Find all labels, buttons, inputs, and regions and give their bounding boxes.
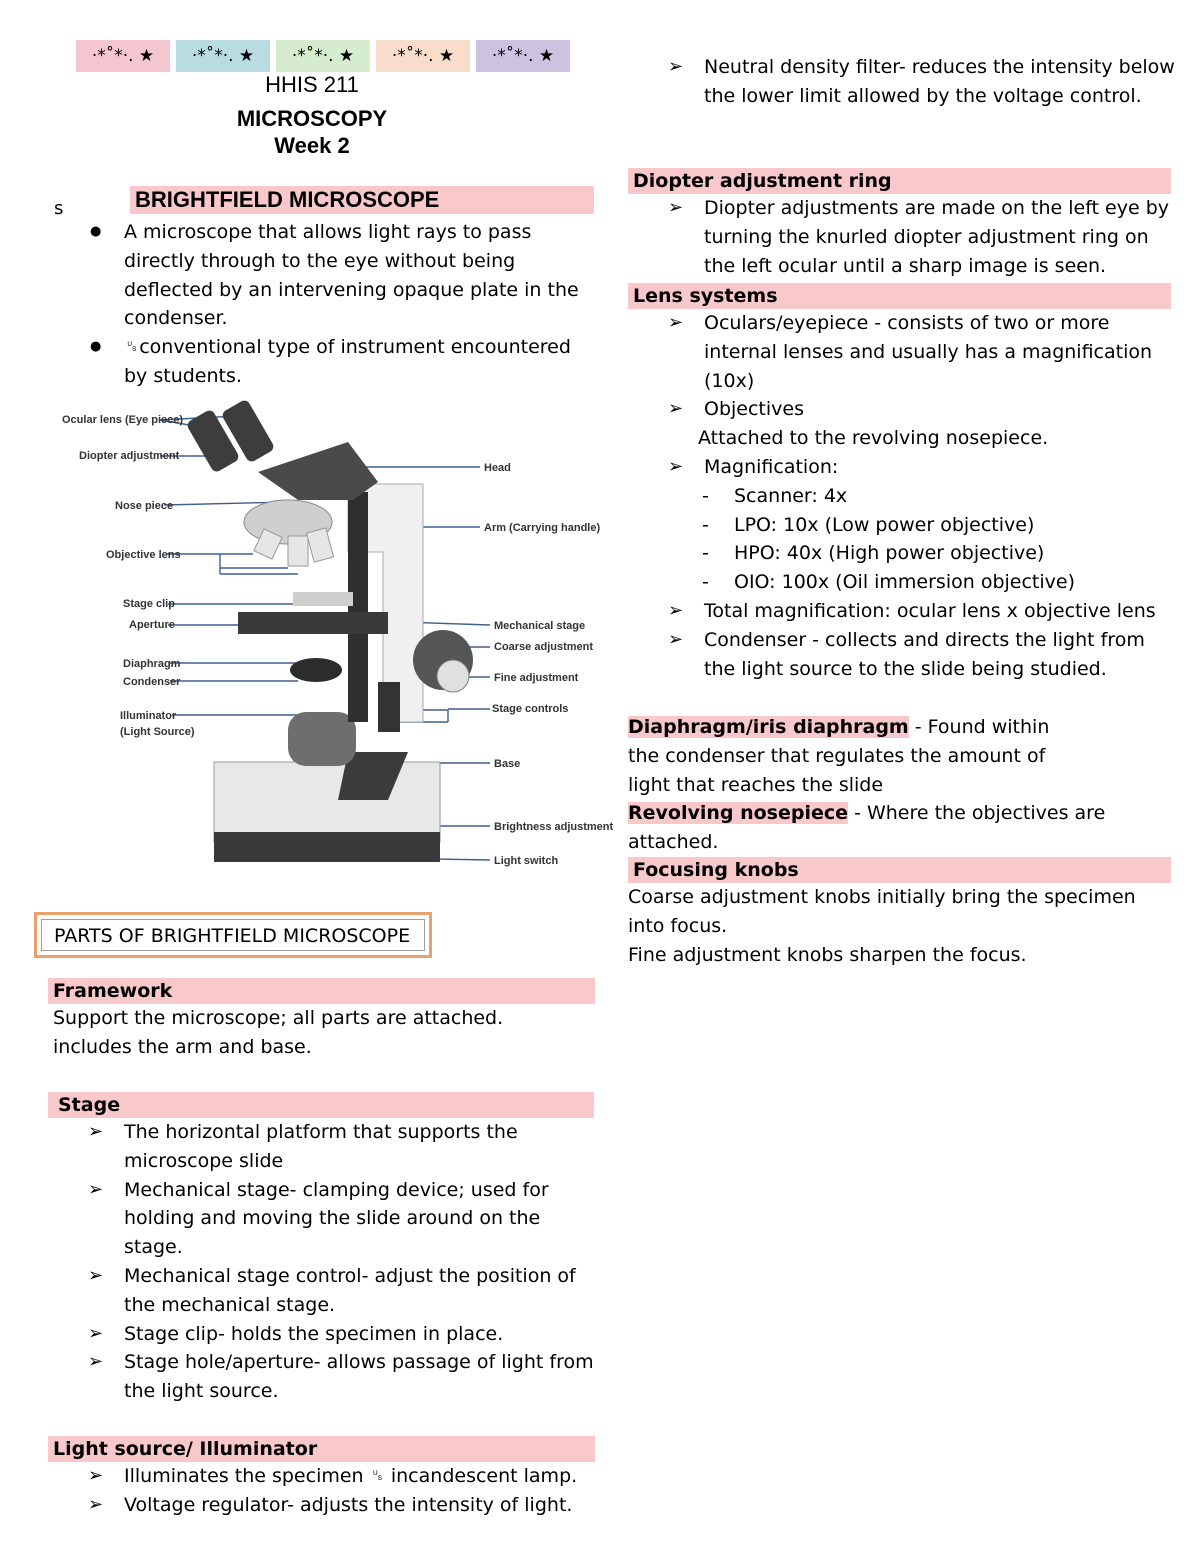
diaphragm-paragraph <box>628 713 1078 799</box>
list-item: ➢ Oculars/eyepiece - consists of two or more internal lenses and usually has a magnification (10x) <box>628 309 1176 395</box>
diagram-label: Base <box>494 758 521 770</box>
week-label: Week 2 <box>274 133 350 158</box>
list-item: - OIO: 100x (Oil immersion objective) <box>628 568 1176 597</box>
lens-list <box>628 309 1176 424</box>
list-item: ➢ Condenser - collects and directs the light from the light source to the slide being studied. <box>628 626 1176 684</box>
objectives-sub: Attached to the revolving nosepiece. <box>698 427 1049 450</box>
condenser-shape <box>290 658 342 682</box>
decorative-banner <box>76 40 570 72</box>
diagram-label: Nose piece <box>115 500 174 512</box>
diagram-label: Condenser <box>123 676 181 688</box>
diagram-label: Aperture <box>129 619 175 631</box>
microscope-diagram <box>48 392 614 880</box>
brightfield-heading: BRIGHTFIELD MICROSCOPE <box>130 186 594 214</box>
list-item: - HPO: 40x (High power objective) <box>628 539 1176 568</box>
diagram-label: Stage clip <box>123 598 175 610</box>
diagram-label: Stage controls <box>492 703 569 715</box>
lens-list-3 <box>628 597 1176 683</box>
diaphragm-term: Diaphragm/iris diaphragm <box>628 716 909 738</box>
diopter-list <box>628 194 1176 280</box>
list-item: ➢ Objectives <box>628 395 1176 424</box>
diagram-label: Ocular lens (Eye piece) <box>62 414 184 426</box>
diagram-label: Fine adjustment <box>494 672 579 684</box>
list-item: ● ␟conventional type of instrument encountered by students. <box>48 333 600 391</box>
list-item: ➢ Mechanical stage- clamping device; used for holding and moving the slide around on the stage. <box>48 1176 600 1262</box>
list-item: ➢ Mechanical stage control- adjust the position of the mechanical stage. <box>48 1262 600 1320</box>
list-item: - LPO: 10x (Low power objective) <box>628 511 1176 540</box>
parts-box-title: PARTS OF BRIGHTFIELD MICROSCOPE <box>41 919 425 951</box>
objective-shape <box>288 536 308 566</box>
light-source-list <box>48 1462 600 1520</box>
head-shape <box>258 442 378 500</box>
diagram-label: Diaphragm <box>123 658 181 670</box>
stage-heading: Stage <box>48 1092 594 1118</box>
diaphragm-text: - Found within the condenser that regulates the amount of light that reaches the slide <box>628 716 1050 796</box>
diagram-label: Coarse adjustment <box>494 641 594 653</box>
banner-segment: ·*˚*·. ★ <box>176 40 270 72</box>
fine-knob-shape <box>437 660 469 692</box>
list-item: ➢ Stage hole/aperture- allows passage of light from the light source. <box>48 1348 600 1406</box>
neutral-filter-list <box>628 53 1176 111</box>
list-item: - Scanner: 4x <box>628 482 1176 511</box>
lens-heading: Lens systems <box>628 283 1171 309</box>
focusing-heading: Focusing knobs <box>628 857 1171 883</box>
magnification-list <box>628 482 1176 597</box>
nosepiece-paragraph <box>628 799 1128 857</box>
illuminator-shape <box>288 712 356 766</box>
list-item: ➢ Total magnification: ocular lens x objective lens <box>628 597 1176 626</box>
diagram-label: Mechanical stage <box>494 620 586 632</box>
diagram-label: (Light Source) <box>120 726 195 738</box>
focusing-line: Coarse adjustment knobs initially bring the specimen into focus. <box>628 886 1136 937</box>
list-item: ➢ Voltage regulator- adjusts the intensity of light. <box>48 1491 600 1520</box>
banner-segment: ·*˚*·. ★ <box>276 40 370 72</box>
banner-segment: ·*˚*·. ★ <box>76 40 170 72</box>
base-shape <box>214 762 440 842</box>
diagram-label: Illuminator <box>120 710 177 722</box>
banner-segment: ·*˚*·. ★ <box>476 40 570 72</box>
base-bottom <box>214 832 440 862</box>
page-title: MICROSCOPY <box>236 106 388 131</box>
list-item: ● A microscope that allows light rays to pass directly through to the eye without being deflected by an intervening opaque plate in the condenser. <box>48 218 600 333</box>
framework-line: Support the microscope; all parts are attached. <box>53 1007 504 1029</box>
list-item: ➢ Neutral density filter- reduces the intensity below the lower limit allowed by the voltage control. <box>628 53 1176 111</box>
diagram-label: Diopter adjustment <box>79 450 180 462</box>
light-source-heading: Light source/ Illuminator <box>48 1436 595 1462</box>
brightfield-bullets <box>48 218 600 391</box>
course-code: HHIS 211 <box>265 72 359 97</box>
diagram-label: Arm (Carrying handle) <box>484 522 601 534</box>
stray-letter: s <box>54 198 64 219</box>
banner-segment: ·*˚*·. ★ <box>376 40 470 72</box>
stage-shape <box>238 612 388 634</box>
diagram-label: Light switch <box>494 855 559 867</box>
nosepiece-term: Revolving nosepiece <box>628 802 849 824</box>
arm-column <box>348 492 368 722</box>
diagram-label: Head <box>484 462 511 474</box>
parts-box <box>34 912 432 958</box>
list-item: ➢ Magnification: <box>628 453 1176 482</box>
objective-shape <box>306 528 333 562</box>
nosepiece-text: - Where the objectives are attached. <box>628 802 1106 853</box>
lens-list-2 <box>628 453 1176 482</box>
list-item: ➢ Diopter adjustments are made on the left eye by turning the knurled diopter adjustment ring on the left ocular until a sharp image is seen. <box>628 194 1176 280</box>
stage-clip-shape <box>293 592 353 606</box>
microscope-illustration <box>186 398 473 862</box>
diopter-heading: Diopter adjustment ring <box>628 168 1171 194</box>
focusing-line: Fine adjustment knobs sharpen the focus. <box>628 943 1027 966</box>
list-item: ➢ The horizontal platform that supports the microscope slide <box>48 1118 600 1176</box>
list-item: ➢ Illuminates the specimen ␟ incandescent lamp. <box>48 1462 600 1491</box>
list-item: ➢ Stage clip- holds the specimen in place. <box>48 1320 600 1349</box>
diagram-label: Brightness adjustment <box>494 821 614 833</box>
stage-list <box>48 1118 600 1406</box>
diagram-label: Objective lens <box>106 549 181 561</box>
framework-heading: Framework <box>48 978 595 1004</box>
stage-control-shape <box>378 682 400 732</box>
framework-line: includes the arm and base. <box>53 1035 312 1058</box>
